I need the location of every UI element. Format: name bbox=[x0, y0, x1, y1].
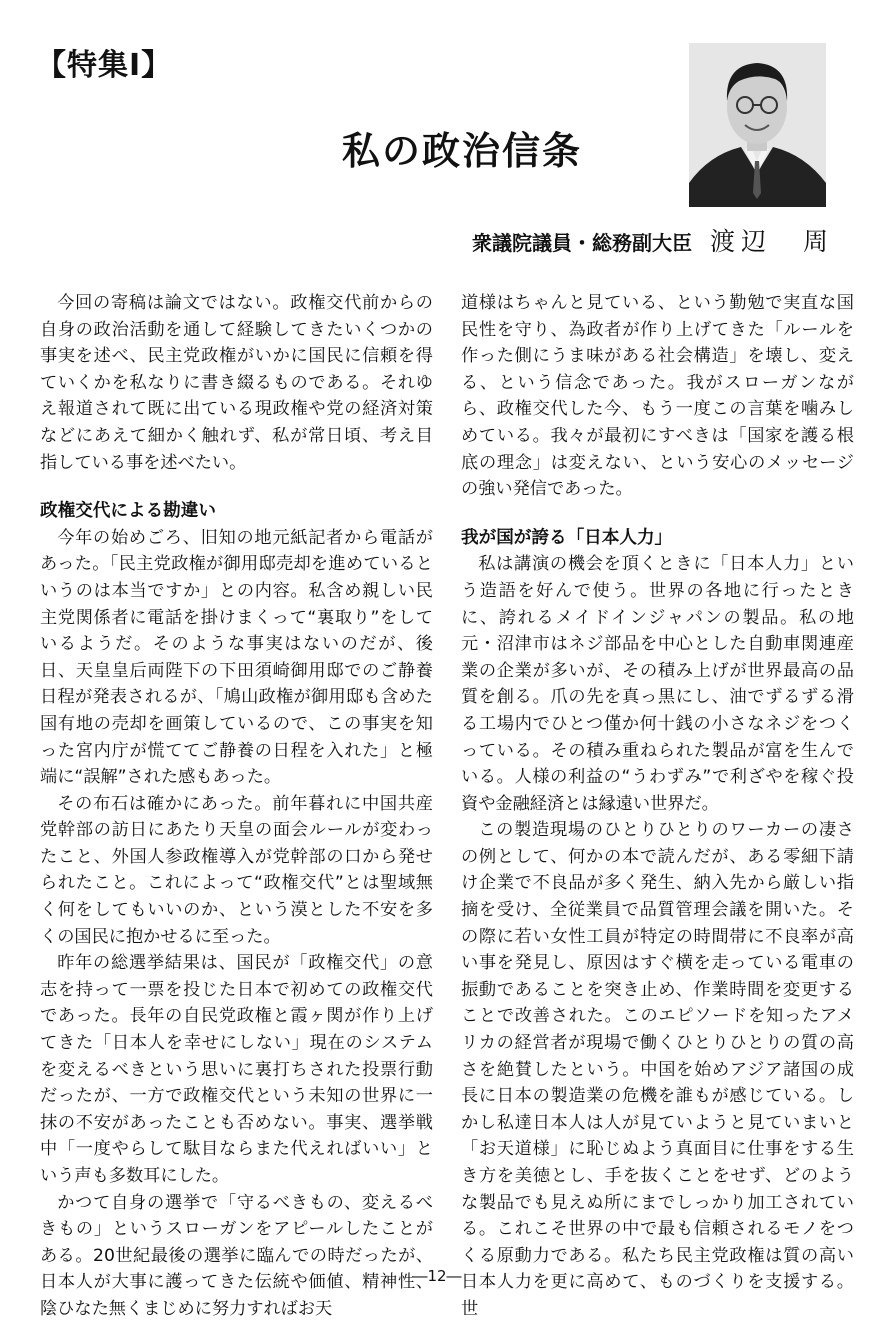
author-name: 渡辺 周 bbox=[709, 227, 834, 256]
author-role: 衆議院議員・総務副大臣 bbox=[471, 231, 692, 255]
paragraph: 昨年の総選挙結果は、国民が「政権交代」の意志を持って一票を投じた日本で初めての政権交代であった。長年の自民党政権と霞ヶ関が作り上げてきた「日本人を幸せにしない」現在のシステムを変えるべきという思いに裏打ちされた投票行動だったが、一方で政権交代という未知の世界に一抹の不安があったことも否めない。事実、選挙戦中「一度やらして駄目ならまた代えればいい」という声も多数耳にした。 bbox=[40, 953, 433, 1186]
paragraph: 今年の始めごろ、旧知の地元紙記者から電話があった。「民主党政権が御用邸売却を進めているというのは本当ですか」との内容。私含め親しい民主党関係者に電話を掛けまくって“裏取り”をしているようだ。そのような事実はないのだが、後日、天皇皇后両陛下の下田須崎御用邸でのご静養日程が発表されるが、「鳩山政権が御用邸も含めた国有地の売却を画策しているので、この事実を知った宮内庁が慌ててご静養の日程を入れた」と極端に“誤解”された感もあった。 bbox=[40, 527, 433, 788]
right-column bbox=[461, 290, 854, 1323]
section-tag: 【特集Ⅰ】 bbox=[36, 48, 173, 83]
paragraph: かつて自身の選挙で「守るべきもの、変えるべきもの」というスローガンをアピールしたことがある。20世紀最後の選挙に臨んでの時だったが、日本人が大事に護ってきた伝統や価値、精神性、陰ひなた無くまじめに努力すればお天 bbox=[40, 1192, 433, 1319]
paragraph: この製造現場のひとりひとりのワーカーの凄さの例として、何かの本で読んだが、ある零細下請け企業で不良品が多く発生、納入先から厳しい指摘を受け、全従業員で品質管理会議を開いた。その際に若い女性工員が特定の時間帯に不良率が高い事を発見し、原因はすぐ横を走っている電車の振動であることを突き止め、作業時間を変更することで改善された。このエピソードを知ったアメリカの経営者が現場で働くひとりひとりの質の高さを絶賛したという。中国を始めアジア諸国の成長に日本の製造業の危機を誰もが感じている。しかし私達日本人は人が見ていようと見ていまいと「お天道様」に恥じぬよう真面目に仕事をする生き方を美徳とし、手を抜くことをせず、どのような製品でも見えぬ所にまでしっかり加工されている。これこそ世界の中で最も信頼されるモノをつくる原動力である。私たち民主党政権は質の高い日本人力を更に高めて、ものづくりを支援する。世 bbox=[461, 820, 854, 1319]
byline bbox=[472, 222, 834, 258]
intro-paragraph: 今回の寄稿は論文ではない。政権交代前からの自身の政治活動を通して経験してきたいくつかの事実を述べ、民主党政権がいかに国民に信頼を得ていくかを私なりに書き綴るものである。それゆえ報道されて既に出ている現政権や党の経済対策などにあえて細かく触れず、私が常日頃、考え目指している事を述べたい。 bbox=[40, 293, 433, 473]
page-title: 私の政治信条 bbox=[342, 129, 583, 173]
paragraph: 私は講演の機会を頂くときに「日本人力」という造語を好んで使う。世界の各地に行ったときに、誇れるメイドインジャパンの製品。私の地元・沼津市はネジ部品を中心とした自動車関連産業の企業が多いが、その積み上げが世界最高の品質を創る。爪の先を真っ黒にし、油でずるずる滑る工場内でひとつ僅か何十銭の小さなネジをつくっている。その積み重ねられた製品が富を生んでいる。人様の利益の“うわずみ”で利ざやを稼ぐ投資や金融経済とは縁遠い世界だ。 bbox=[461, 554, 854, 814]
section-heading: 政権交代による勘違い bbox=[40, 501, 216, 522]
left-column bbox=[40, 290, 433, 1323]
portrait-icon bbox=[689, 43, 826, 207]
paragraph-continued: 道様はちゃんと見ている、という勤勉で実直な国民性を守り、為政者が作り上げてきた「ルールを作った側にうま味がある社会構造」を壊し、変える、という信念であった。我がスローガンながら、政権交代した今、もう一度この言葉を噛みしめている。我々が最初にすべきは「国家を護る根底の理念」は変えない、という安心のメッセージの強い発信であった。 bbox=[461, 293, 854, 500]
paragraph: その布石は確かにあった。前年暮れに中国共産党幹部の訪日にあたり天皇の面会ルールが変わったこと、外国人参政権導入が党幹部の口から発せられたこと。これによって“政権交代”とは聖域無く何をしてもいいのか、という漠とした不安を多くの国民に抱かせるに至った。 bbox=[40, 793, 433, 947]
page-number: ―12― bbox=[412, 1267, 462, 1285]
portrait-photo bbox=[689, 43, 826, 207]
section-heading: 我が国が誇る「日本人力」 bbox=[461, 527, 673, 548]
